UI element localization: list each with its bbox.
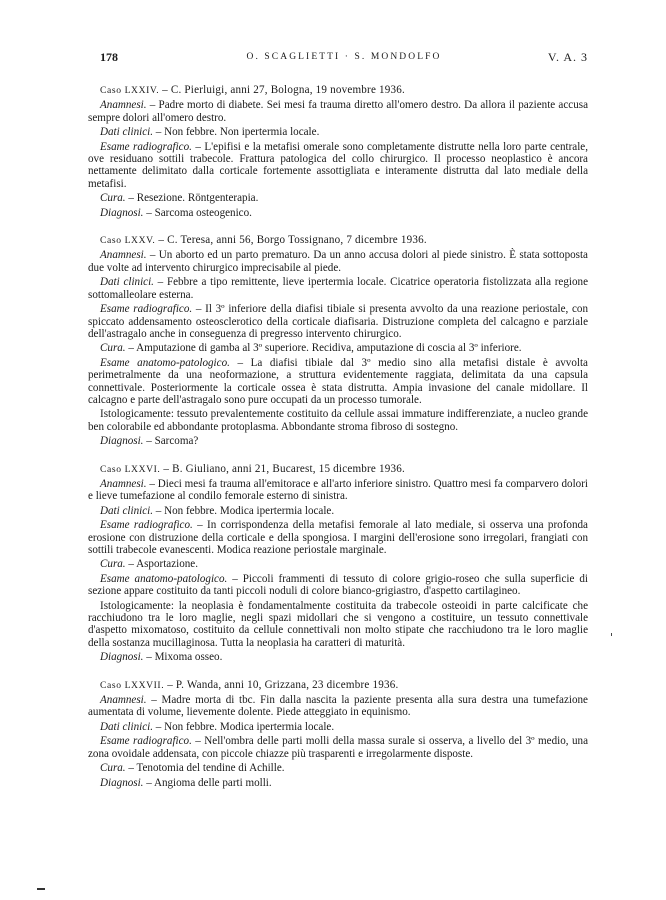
margin-tick-mark [611, 633, 612, 636]
case-paragraph [88, 777, 588, 789]
scan-mark [37, 888, 45, 890]
case-paragraph [88, 141, 588, 191]
case-paragraph [88, 435, 588, 447]
paragraph-label: Anamnesi. [100, 249, 147, 262]
paragraph-text: – L'epifisi e la metafisi omerale sono completamente distrutte nella loro parte centrale, ove residuano sottili trabecole. Frattura patologica del collo chirurgico. Il processo neoplastico è ancora nettamente delimitato dalla corticale fortemente assottigliata e interamente distrutta dal lato mediale della metafisi. [88, 140, 588, 190]
case-heading [88, 234, 588, 247]
paragraph-text: – Non febbre. Modica ipertermia locale. [153, 720, 335, 733]
paragraph-text: – Febbre a tipo remittente, lieve ipertermia locale. Cicatrice operatoria fistolizzata alla regione sottomalleolare esterna. [88, 276, 588, 301]
case-paragraph [88, 207, 588, 219]
case-entry [88, 234, 588, 448]
case-paragraph [88, 600, 588, 650]
paragraph-text: – Piccoli frammenti di tessuto di colore grigio-roseo che sulla superficie di sezione appare costituito da tanti piccoli noduli di colore bianco-grigiastro, d'aspetto cartilagineo. [88, 572, 588, 598]
case-id: Caso LXXVI. [100, 463, 161, 475]
case-paragraph [88, 357, 588, 407]
case-paragraph [88, 505, 588, 517]
paragraph-label: Esame radiografico. [100, 735, 192, 748]
case-entry [88, 84, 588, 219]
paragraph-text: – La diafisi tibiale dal 3º medio sino alla metafisi distale è avvolta perimetralmente da una neoformazione, a struttura evidentemente raggiata, delimitata da una capsula connettivale. Posteriormente la corticale ossea è stata distrutta. Ampia invasione del canale midollare. Il calcagno e parte dell'astragalo sono pure occupati da un processo tumorale. [88, 356, 588, 406]
case-paragraph [88, 249, 588, 274]
paragraph-label: Diagnosi. [100, 206, 144, 219]
paragraph-text: – Madre morta di tbc. Fin dalla nascita la paziente presenta alla sura destra una tumefazione aumentata di volume, lievemente dolente. Piede atteggiato in equinismo. [88, 694, 588, 719]
paragraph-label: Esame radiografico. [100, 303, 193, 316]
paragraph-label: Diagnosi. [100, 435, 144, 448]
paragraph-text: – Non febbre. Non ipertermia locale. [153, 126, 320, 139]
case-paragraph [88, 735, 588, 760]
paragraph-label: Anamnesi. [100, 694, 147, 707]
paragraph-label: Cura. [100, 762, 126, 775]
case-paragraph [88, 519, 588, 556]
paragraph-text: – Resezione. Röntgenterapia. [125, 192, 259, 205]
running-header [100, 50, 588, 64]
case-paragraph [88, 276, 588, 301]
paragraph-label: Dati clinici. [100, 504, 153, 517]
case-id: Caso LXXV. [100, 235, 156, 247]
case-summary: – B. Giuliano, anni 21, Bucarest, 15 dicembre 1936. [160, 462, 405, 475]
case-paragraph [88, 99, 588, 124]
paragraph-label: Dati clinici. [100, 126, 153, 139]
paragraph-label: Diagnosi. [100, 776, 144, 789]
case-paragraph [88, 478, 588, 503]
paragraph-text: Istologicamente: tessuto prevalentemente costituito da cellule assai immature indifferenziate, a nucleo grande ben colorabile ed abbondante protoplasma. Abbondante stroma fibroso di sostegno. [88, 408, 588, 433]
paragraph-label: Cura. [100, 342, 126, 355]
case-paragraph [88, 762, 588, 774]
case-paragraph [88, 558, 588, 570]
case-paragraph [88, 694, 588, 719]
paragraph-label: Dati clinici. [100, 720, 153, 733]
paragraph-text: – Sarcoma? [143, 435, 199, 448]
case-paragraph [88, 126, 588, 138]
paragraph-label: Diagnosi. [100, 651, 144, 664]
case-heading [88, 463, 588, 476]
case-paragraph [88, 303, 588, 340]
paragraph-text: Istologicamente: la neoplasia è fondamentalmente costituita da trabecole osteoidi in parte calcificate che racchiudono tra le loro maglie, negli spazi midollari che si vengono a costituire, un tessuto connettivale d'aspetto mixomatoso, costituito da cellule connettivali non molto stipate che racchiudono tra le loro maglie della sostanza mucillaginosa. Tutta la neoplasia ha caratteri di maturità. [88, 599, 588, 649]
running-title: O. SCAGLIETTI · S. MONDOLFO [246, 52, 442, 62]
case-heading [88, 84, 588, 97]
paragraph-text: – Padre morto di diabete. Sei mesi fa trauma diretto all'omero destro. Da allora il paziente accusa sempre dolori all'omero destro. [88, 99, 588, 124]
paragraph-label: Anamnesi. [100, 99, 147, 112]
section-label: V. A. 3 [547, 50, 588, 64]
paragraph-text: – Sarcoma osteogenico. [143, 206, 252, 219]
case-entry [88, 679, 588, 789]
case-id: Caso LXXIV. [100, 85, 160, 96]
paragraph-label: Cura. [100, 558, 126, 571]
paragraph-text: – Mixoma osseo. [143, 651, 223, 664]
paragraph-text: – Un aborto ed un parto prematuro. Da un anno accusa dolori al piede sinistro. È stata sottoposta due volte ad intervento chirurgico imprecisabile al piede. [88, 249, 588, 274]
paragraph-text: – Non febbre. Modica ipertermia locale. [153, 504, 335, 517]
paragraph-label: Esame radiografico. [100, 519, 193, 532]
paragraph-label: Esame radiografico. [100, 140, 192, 153]
case-entry [88, 463, 588, 664]
case-summary: – C. Teresa, anni 56, Borgo Tossignano, 7 dicembre 1936. [155, 234, 427, 247]
paragraph-label: Cura. [100, 192, 126, 205]
paragraph-text: – Dieci mesi fa trauma all'emitorace e all'arto inferiore sinistro. Quattro mesi fa comparvero dolori e lieve tumefazione al condilo femorale esterno di sinistra. [88, 477, 588, 503]
paragraph-text: – Amputazione di gamba al 3º superiore. Recidiva, amputazione di coscia al 3º inferiore. [125, 342, 522, 355]
case-paragraph [88, 192, 588, 204]
paragraph-label: Esame anatomo-patologico. [100, 572, 228, 585]
paragraph-label: Dati clinici. [100, 276, 154, 289]
case-paragraph [88, 342, 588, 354]
paragraph-text: – Nell'ombra delle parti molli della massa surale si osserva, a livello del 3º medio, una zona ovoidale addensata, con piccole chiazze più trasparenti e irregolarmente disposte. [88, 735, 588, 760]
paragraph-text: – In corrispondenza della metafisi femorale al lato mediale, si osserva una profonda erosione con distruzione della corticale e della spongiosa. I margini dell'erosione sono irregolari, frangiati con sottili trabecole evanescenti. Modica reazione periostale marginale. [88, 519, 588, 556]
case-summary: – C. Pierluigi, anni 27, Bologna, 19 novembre 1936. [159, 84, 405, 96]
paragraph-text: – Asportazione. [125, 558, 198, 571]
paragraph-text: – Il 3º inferiore della diafisi tibiale si presenta avvolto da una reazione periostale, con spiccato addensamento osteosclerotico della corticale diafisaria. Distruzione completa del calcagno e parziale dell'astragalo anche in conseguenza di pregresso intervento chirurgico. [88, 303, 588, 340]
paragraph-label: Esame anatomo-patologico. [100, 356, 230, 369]
case-paragraph [88, 651, 588, 663]
paragraph-text: – Angioma delle parti molli. [143, 776, 272, 789]
case-id: Caso LXXVII. [100, 679, 165, 691]
case-paragraph [88, 721, 588, 733]
case-paragraph [88, 408, 588, 433]
paragraph-label: Anamnesi. [100, 477, 147, 490]
case-summary: – P. Wanda, anni 10, Grizzana, 23 dicembre 1936. [164, 678, 399, 691]
page-body [88, 84, 588, 804]
case-paragraph [88, 573, 588, 598]
case-heading [88, 679, 588, 692]
page-number: 178 [100, 50, 118, 64]
paragraph-text: – Tenotomia del tendine di Achille. [125, 762, 285, 775]
